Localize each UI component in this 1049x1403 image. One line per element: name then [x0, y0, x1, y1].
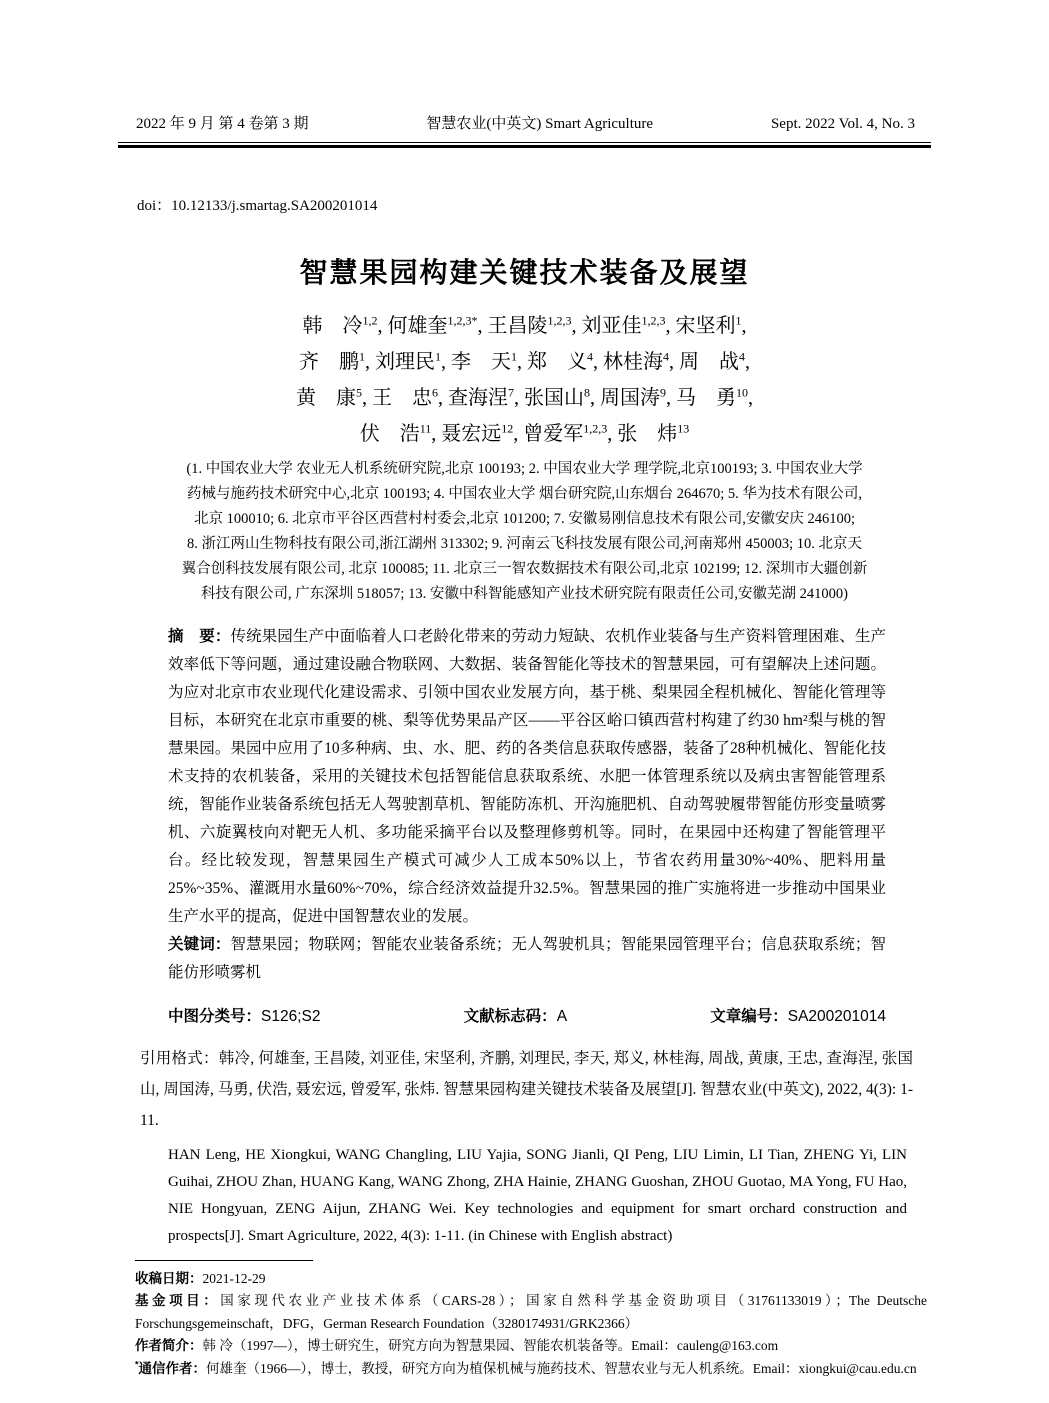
header-issue-en: Sept. 2022 Vol. 4, No. 3 — [770, 116, 915, 132]
footnote-author-bio-text: 韩 冷（1997—），博士研究生，研究方向为智慧果园、智能农机装备等。Email：cauleng@163.com — [202, 1338, 779, 1353]
affiliation-line: 科技有限公司, 广东深圳 518057; 13. 安徽中科智能感知产业技术研究院有限责任公司,安徽芜湖 241000) — [201, 586, 848, 602]
article-no-label: 文章编号： — [710, 1007, 788, 1025]
paper-title: 智慧果园构建关键技术装备及展望 — [299, 257, 750, 288]
clc-number — [168, 1003, 320, 1031]
journal-title: 智慧农业(中英文) Smart Agriculture — [426, 116, 654, 132]
keywords-text: 智慧果园；物联网；智能农业装备系统；无人驾驶机具；智能果园管理平台；信息获取系统；智能仿形喷雾机 — [168, 936, 886, 981]
affiliation-line: 翼合创科技发展有限公司, 北京 100085; 11. 北京三一智农数据技术有限公司,北京 102199; 12. 深圳市大疆创新 — [181, 561, 868, 577]
abstract-text: 传统果园生产中面临着人口老龄化带来的劳动力短缺、农机作业装备与生产资料管理困难、生产效率低下等问题，通过建设融合物联网、大数据、装备智能化等技术的智慧果园，可有望解决上述问题。为应对北京市农业现代化建设需求、引领中国农业发展方向，基于桃、梨果园全程机械化、智能化管理等目标，本研究在北京市重要的桃、梨等优势果品产区——平谷区峪口镇西营村构建了约30 hm²梨与桃的智慧果园。果园中应用了10多种病、虫、水、肥、药的各类信息获取传感器，装备了28种机械化、智能化技术支持的农机装备，采用的关键技术包括智能信息获取系统、水肥一体管理系统以及病虫害智能管理系统，智能作业装备系统包括无人驾驶割草机、智能防冻机、开沟施肥机、自动驾驶履带智能仿形变量喷雾机、六旋翼枝向对靶无人机、多功能采摘平台以及整理修剪机等。同时，在果园中还构建了智能管理平台。经比较发现，智慧果园生产模式可减少人工成本50%以上，节省农药用量30%~40%、肥料用量25%~35%、灌溉用水量60%~70%，综合经济效益提升32.5%。智慧果园的推广实施将进一步推动中国果业生产水平的提高，促进中国智慧农业的发展。 — [168, 628, 886, 925]
clc-label: 中图分类号： — [168, 1007, 262, 1025]
affiliation-line: 药械与施药技术研究中心,北京 100193; 4. 中国农业大学 烟台研究院,山东烟台 264670; 5. 华为技术有限公司, — [186, 486, 863, 502]
affiliation-list — [118, 457, 931, 607]
journal-header — [118, 0, 931, 133]
citation-chinese — [140, 1043, 913, 1136]
citation-cn-text: 韩冷, 何雄奎, 王昌陵, 刘亚佳, 宋坚利, 齐鹏, 刘理民, 李天, 郑义, 林桂海, 周战, 黄康, 王忠, 查海涅, 张国山, 周国涛, 马勇, 伏浩, 聂宏远, 曾爱军, 张炜. 智慧果园构建关键技术装备及展望[J]. 智慧农业(中英文), 2022, 4(3): 1-11. — [140, 1049, 913, 1129]
footnote-author-bio — [135, 1335, 927, 1358]
doc-code-value: A — [556, 1007, 568, 1025]
keywords-label: 关键词： — [168, 936, 231, 953]
footnote-funding-label: 基金项目： — [135, 1293, 221, 1308]
article-no-value: SA200201014 — [787, 1007, 886, 1025]
author-list — [118, 308, 931, 452]
affiliation-line: (1. 中国农业大学 农业无人机系统研究院,北京 100193; 2. 中国农业大学 理学院,北京100193; 3. 中国农业大学 — [186, 461, 863, 477]
citation-cn-label: 引用格式： — [140, 1049, 219, 1067]
keywords-section — [168, 931, 886, 987]
header-rule-thick — [118, 145, 931, 148]
author-line: 齐 鹏$^1$, 刘理民$^1$, 李 天$^1$, 郑 义$^4$, 林桂海$^4$, 周 战$^4$, — [299, 349, 750, 373]
footnote-author-bio-label: 作者简介： — [135, 1338, 203, 1353]
header-rule-thin — [118, 142, 931, 143]
doi-line — [118, 194, 931, 215]
footnote-corresponding-text: 何雄奎（1966—），博士，教授，研究方向为植保机械与施药技术、智慧农业与无人机系统。Email：xiongkui@cau.edu.cn — [206, 1360, 917, 1376]
citation-english: HAN Leng, HE Xiongkui, WANG Changling, LIU Yajia, SONG Jianli, QI Peng, LIU Limin, LI Tian, ZHENG Yi, LIN Guihai, ZHOU Zhan, HUANG Kang, WANG Zhong, ZHA Hainie, ZHANG Guoshan, ZHOU Guotao, MA Yong, FU Hao, NIE Hongyuan, ZENG Aijun, ZHANG Wei. Key technologies and equipment for smart orchard construction and prospects[J]. Smart Agriculture, 2022, 4(3): 1-11. (in Chinese with English abstract) — [168, 1146, 907, 1244]
document-code — [464, 1003, 567, 1031]
footnote-rule — [135, 1260, 313, 1261]
footnote-corresponding — [135, 1358, 927, 1381]
author-line: 黄 康$^5$, 王 忠$^6$, 查海涅$^7$, 张国山$^8$, 周国涛$^9$, 马 勇$^{10}$, — [296, 385, 753, 409]
abstract-label: 摘 要： — [168, 628, 231, 645]
front-matter — [168, 623, 886, 1031]
footnote-corresponding-label: *通信作者： — [135, 1359, 207, 1376]
header-issue-cn: 2022 年 9 月 第 4 卷第 3 期 — [136, 116, 309, 132]
affiliation-line: 北京 100010; 6. 北京市平谷区西营村村委会,北京 101200; 7. 安徽易刚信息技术有限公司,安徽安庆 246100; — [194, 511, 855, 527]
meta-row — [168, 1003, 886, 1031]
abstract-section — [168, 623, 886, 931]
article-number — [710, 1003, 886, 1031]
author-line: 伏 浩$^{11}$, 聂宏远$^{12}$, 曾爱军$^{1,2,3}$, 张 炜$^{13}$ — [359, 421, 690, 445]
doi-label: doi： — [137, 198, 172, 214]
footnote-received-text: 2021-12-29 — [202, 1270, 266, 1286]
footnote-funding — [135, 1290, 927, 1335]
doc-code-label: 文献标志码： — [463, 1007, 557, 1025]
footnote-funding-text: 国家现代农业产业技术体系（CARS-28）；国家自然科学基金资助项目（31761133019）；The Deutsche Forschungsgemeinschaft，DFG，German Research Foundation（3280174931/GRK2366） — [135, 1293, 928, 1331]
author-line: 韩 冷$^{1,2}$, 何雄奎$^{1,2,3*}$, 王昌陵$^{1,2,3}$, 刘亚佳$^{1,2,3}$, 宋坚利$^1$, — [302, 313, 747, 337]
footnote-received-label: 收稿日期： — [135, 1270, 203, 1286]
header-double-rule — [118, 142, 931, 148]
affiliation-line: 8. 浙江两山生物科技有限公司,浙江湖州 313302; 9. 河南云飞科技发展有限公司,河南郑州 450003; 10. 北京天 — [186, 536, 863, 552]
footnote-received — [135, 1268, 927, 1291]
clc-value: S126;S2 — [261, 1007, 321, 1025]
footnotes — [118, 1268, 931, 1381]
doi-value: 10.12133/j.smartag.SA200201014 — [171, 198, 378, 214]
